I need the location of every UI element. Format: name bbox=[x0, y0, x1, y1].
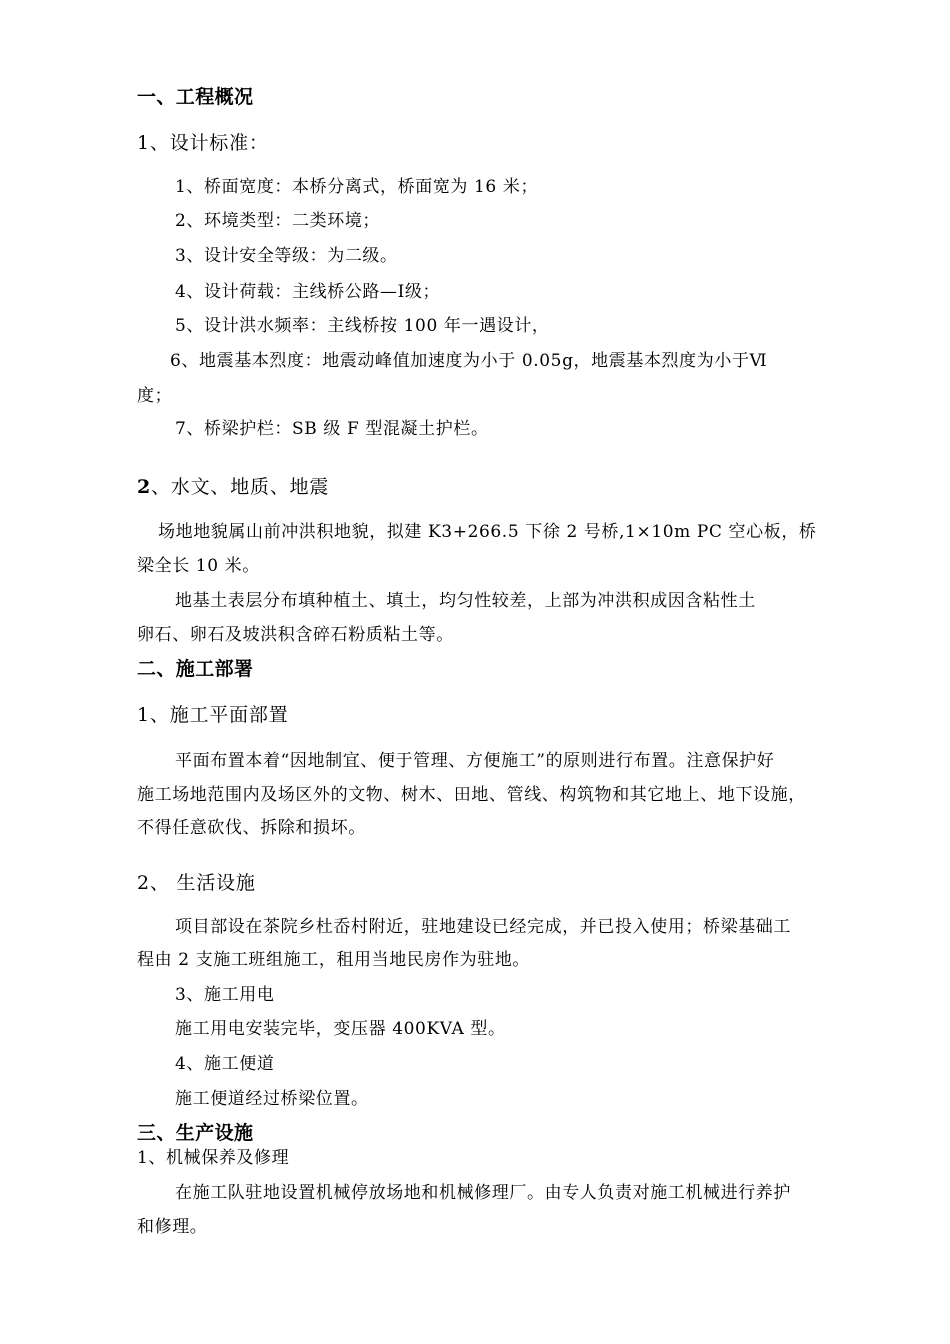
standard-item-environment: 2、环境类型：二类环境； bbox=[175, 211, 381, 231]
machinery-paragraph-line1: 在施工队驻地设置机械停放场地和机械修理厂。由专人负责对施工机械进行养护 bbox=[175, 1183, 791, 1203]
subheading-access-road: 4、施工便道 bbox=[175, 1054, 275, 1074]
geology-paragraph2-line2: 卵石、卵石及坡洪积含碎石粉质粘土等。 bbox=[137, 625, 454, 645]
living-paragraph-line1: 项目部设在茶院乡杜岙村附近，驻地建设已经完成，并已投入使用；桥梁基础工 bbox=[175, 917, 791, 937]
living-paragraph-line2: 程由 2 支施工班组施工，租用当地民房作为驻地。 bbox=[137, 950, 531, 970]
machinery-paragraph-line2: 和修理。 bbox=[137, 1217, 208, 1237]
subheading-text: 、水文、地质、地震 bbox=[151, 476, 330, 498]
section-heading-deployment: 二、施工部署 bbox=[137, 658, 254, 680]
section-heading-production: 三、生产设施 bbox=[137, 1122, 254, 1144]
subheading-living-facilities: 2、 生活设施 bbox=[137, 872, 256, 894]
standard-item-bridge-width: 1、桥面宽度：本桥分离式，桥面宽为 16 米； bbox=[175, 177, 539, 197]
access-road-paragraph: 施工便道经过桥梁位置。 bbox=[175, 1089, 369, 1109]
subheading-number: 2 bbox=[137, 476, 152, 498]
subheading-power-supply: 3、施工用电 bbox=[175, 985, 275, 1005]
standard-item-seismic-line1: 6、地震基本烈度：地震动峰值加速度为小于 0.05g，地震基本烈度为小于Ⅵ bbox=[170, 351, 768, 371]
subheading-hydrology-geology bbox=[137, 476, 329, 498]
subheading-site-layout: 1、施工平面部置 bbox=[137, 704, 289, 726]
layout-paragraph-line3: 不得任意砍伐、拆除和损坏。 bbox=[137, 818, 366, 838]
geology-paragraph1-line2: 梁全长 10 米。 bbox=[137, 556, 260, 576]
layout-paragraph-line1: 平面布置本着“因地制宜、便于管理、方便施工”的原则进行布置。注意保护好 bbox=[175, 751, 775, 771]
geology-paragraph2-line1: 地基土表层分布填种植土、填土，均匀性较差，上部为冲洪积成因含粘性土 bbox=[175, 591, 756, 611]
section-heading-overview: 一、工程概况 bbox=[137, 86, 254, 108]
standard-item-design-load: 4、设计荷载：主线桥公路—Ⅰ级； bbox=[175, 282, 441, 302]
subheading-design-standards: 1、设计标准： bbox=[137, 132, 269, 154]
layout-paragraph-line2: 施工场地范围内及场区外的文物、树木、田地、管线、构筑物和其它地上、地下设施， bbox=[137, 785, 806, 805]
standard-item-safety-level: 3、设计安全等级：为二级。 bbox=[175, 246, 398, 266]
standard-item-flood-frequency: 5、设计洪水频率：主线桥按 100 年一遇设计， bbox=[175, 316, 550, 336]
power-paragraph: 施工用电安装完毕，变压器 400KVA 型。 bbox=[175, 1019, 506, 1039]
subheading-machinery-maintenance: 1、机械保养及修理 bbox=[137, 1148, 290, 1168]
standard-item-guardrail: 7、桥梁护栏：SB 级 F 型混凝土护栏。 bbox=[175, 419, 489, 439]
standard-item-seismic-line2: 度； bbox=[137, 386, 173, 406]
geology-paragraph1-line1: 场地地貌属山前冲洪积地貌，拟建 K3+266.5 下徐 2 号桥,1×10m PC 空心板，桥 bbox=[158, 522, 817, 542]
